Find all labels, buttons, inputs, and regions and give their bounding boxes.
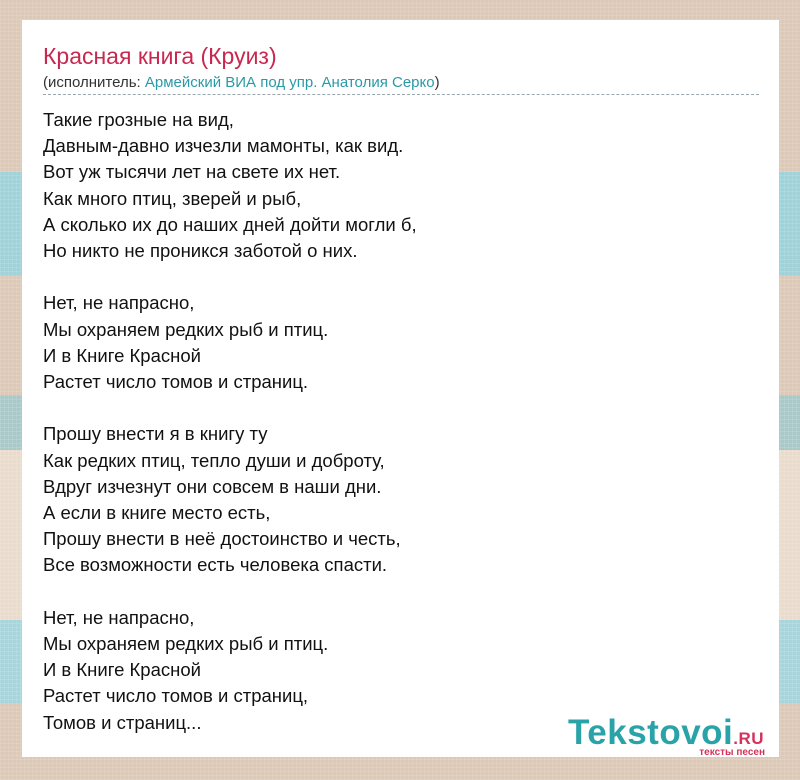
lyric-line: И в Книге Красной <box>43 659 201 681</box>
lyric-line: Мы охраняем редких рыб и птиц. <box>43 633 329 655</box>
logo-tagline: тексты песен <box>699 747 765 758</box>
lyric-line: Но никто не проникся заботой о них. <box>43 240 358 262</box>
lyrics-text <box>43 107 759 736</box>
lyric-line: Растет число томов и страниц, <box>43 685 309 707</box>
lyric-line: Как много птиц, зверей и рыб, <box>43 187 302 209</box>
lyric-line: Как редких птиц, тепло души и доброту, <box>43 449 385 471</box>
lyric-line: Вдруг изчезнут они совсем в наши дни. <box>43 475 382 497</box>
performer-suffix: ) <box>434 74 440 91</box>
performer-prefix: (исполнитель: <box>43 74 145 91</box>
lyric-line: Томов и страниц... <box>43 711 202 733</box>
logo-domain: .RU <box>733 729 765 748</box>
lyric-line: Растет число томов и страниц. <box>43 371 309 393</box>
performer-line <box>43 74 759 95</box>
lyric-line: Такие грозные на вид, <box>43 109 234 130</box>
logo-main-text: Tekstovoi <box>568 713 734 752</box>
stanza-2 <box>43 290 759 395</box>
lyric-line: А сколько их до наших дней дойти могли б, <box>43 213 417 235</box>
lyric-line: А если в книге место есть, <box>43 502 271 524</box>
lyric-line: Прошу внести в неё достоинство и честь, <box>43 528 401 550</box>
lyric-line: Прошу внести я в книгу ту <box>43 423 268 445</box>
performer-link[interactable]: Армейский ВИА под упр. Анатолия Серко <box>144 74 435 91</box>
lyric-line: Мы охраняем редких рыб и птиц. <box>43 318 329 340</box>
site-logo[interactable] <box>568 713 778 763</box>
lyric-line: Все возможности есть человека спасти. <box>43 554 388 576</box>
lyric-line: И в Книге Красной <box>43 344 201 366</box>
stanza-3 <box>43 421 759 578</box>
lyric-line: Вот уж тысячи лет на свете их нет. <box>43 161 341 183</box>
lyric-line: Нет, не напрасно, <box>43 606 195 628</box>
lyric-line: Нет, не напрасно, <box>43 292 195 314</box>
lyric-line: Давным-давно изчезли мамонты, как вид. <box>43 135 404 157</box>
song-title: Красная книга (Круиз) <box>43 43 277 69</box>
lyrics-card <box>22 20 779 757</box>
stanza-1 <box>43 107 759 264</box>
